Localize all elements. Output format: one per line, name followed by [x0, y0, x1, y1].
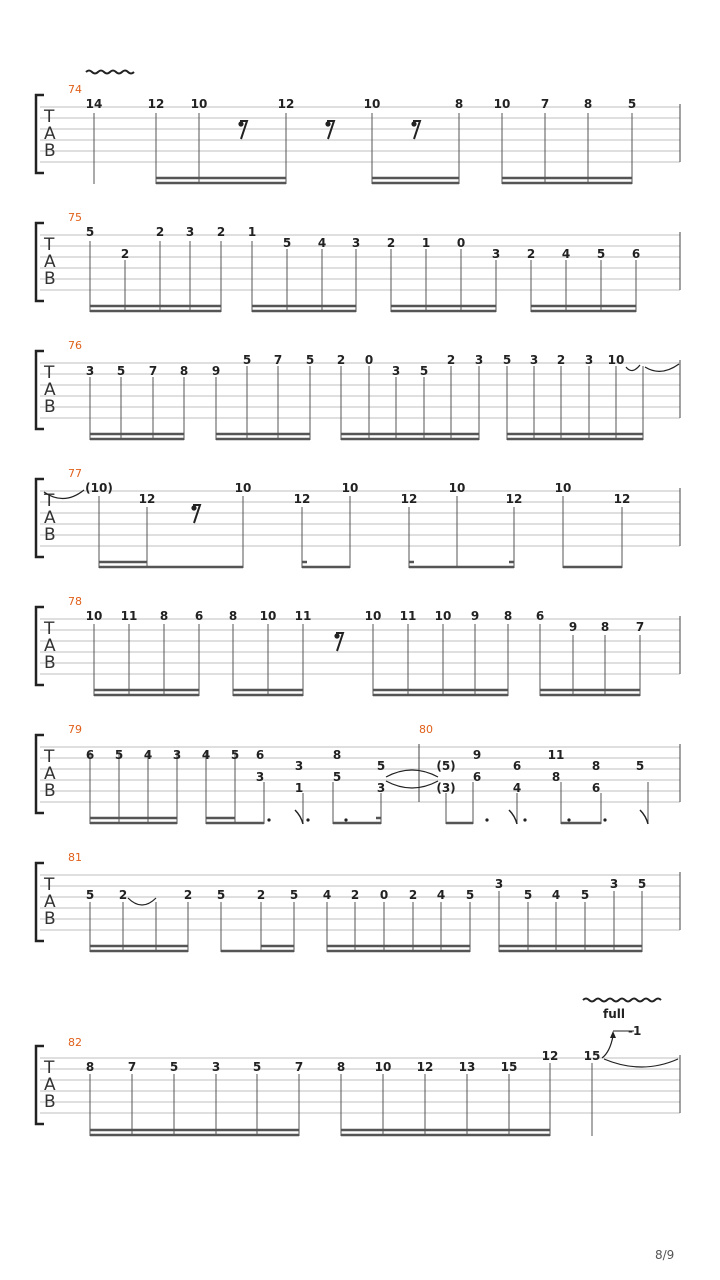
fret-number: (10): [85, 481, 113, 495]
tie-arc: [604, 1059, 678, 1067]
bend-label: full: [603, 1007, 625, 1021]
fret-number: 6: [472, 770, 482, 784]
fret-number: 9: [211, 364, 221, 378]
tie-arc: [386, 770, 438, 777]
fret-number: 5: [376, 759, 386, 773]
fret-number: 5: [289, 888, 299, 902]
fret-number: 10: [607, 353, 625, 367]
fret-number: 10: [85, 609, 103, 623]
fret-number: 6: [535, 609, 545, 623]
fret-number: 3: [529, 353, 539, 367]
tab-letter-t: T: [44, 107, 55, 127]
fret-number: 5: [282, 236, 292, 250]
measure-number: 76: [68, 339, 82, 352]
tab-letter-t: T: [44, 235, 55, 255]
fret-number: 15: [500, 1060, 518, 1074]
fret-number: 2: [120, 247, 130, 261]
tab-letter-a: A: [44, 380, 56, 400]
fret-number: 12: [613, 492, 631, 506]
tie-arc: [645, 364, 679, 371]
fret-number: 10: [374, 1060, 392, 1074]
fret-number: 5: [332, 770, 342, 784]
vibrato-symbol: [583, 999, 661, 1002]
tab-letter-b: B: [44, 653, 56, 673]
fret-number: 3: [584, 353, 594, 367]
fret-number: 5: [216, 888, 226, 902]
fret-number: 10: [493, 97, 511, 111]
fret-number: 12: [400, 492, 418, 506]
tab-letter-a: A: [44, 892, 56, 912]
fret-number: 2: [446, 353, 456, 367]
fret-number: 8: [332, 748, 342, 762]
fret-number: (3): [436, 781, 456, 795]
tab-letter-t: T: [44, 619, 55, 639]
fret-number: 5: [305, 353, 315, 367]
fret-number: 3: [211, 1060, 221, 1074]
tab-letter-b: B: [44, 781, 56, 801]
fret-number: 4: [512, 781, 522, 795]
fret-number: 2: [216, 225, 226, 239]
fret-number: 5: [419, 364, 429, 378]
fret-number: 3: [391, 364, 401, 378]
system-79-80: [36, 723, 680, 824]
fret-number: 6: [255, 748, 265, 762]
tab-letter-b: B: [44, 397, 56, 417]
fret-number: 12: [147, 97, 165, 111]
fret-number: 8: [336, 1060, 346, 1074]
measure-number: 75: [68, 211, 82, 224]
fret-number: 6: [194, 609, 204, 623]
measure-number: 77: [68, 467, 82, 480]
tie-arc: [626, 365, 640, 371]
bend-arrow-icon: [602, 1036, 613, 1058]
system-77: [36, 467, 680, 568]
fret-number: 10: [363, 97, 381, 111]
fret-number: 3: [185, 225, 195, 239]
fret-number: 5: [627, 97, 637, 111]
dots: [267, 818, 606, 821]
fret-number: 2: [155, 225, 165, 239]
measure-number: 80: [419, 723, 433, 736]
fret-number: 3: [294, 759, 304, 773]
system-74: [36, 71, 680, 185]
page-number: 8/9: [655, 1248, 675, 1262]
fret-number: 0: [364, 353, 374, 367]
fret-number: 12: [505, 492, 523, 506]
fret-number: 2: [386, 236, 396, 250]
tab-letter-t: T: [44, 363, 55, 383]
fret-number: 12: [293, 492, 311, 506]
fret-number: 11: [399, 609, 417, 623]
fret-number: 1: [421, 236, 431, 250]
fret-number: 5: [523, 888, 533, 902]
tie-arc: [386, 781, 438, 788]
fret-number: 3: [376, 781, 386, 795]
fret-number: 12: [541, 1049, 559, 1063]
fret-number: 2: [336, 353, 346, 367]
fret-number: 0: [456, 236, 466, 250]
fret-number: 8: [159, 609, 169, 623]
fret-number: 3: [494, 877, 504, 891]
system-81: [36, 851, 680, 952]
fret-number: 4: [317, 236, 327, 250]
fret-number: 11: [294, 609, 312, 623]
fret-number: 5: [169, 1060, 179, 1074]
fret-number: 2: [408, 888, 418, 902]
fret-number: 10: [341, 481, 359, 495]
fret-number: 5: [465, 888, 475, 902]
tie-arc: [128, 898, 156, 905]
fret-number: 5: [230, 748, 240, 762]
fret-number: 10: [448, 481, 466, 495]
fret-number: 4: [143, 748, 153, 762]
tab-letter-a: A: [44, 252, 56, 272]
rest-symbols: [239, 121, 420, 139]
fret-number: 4: [561, 247, 571, 261]
fret-number: 11: [547, 748, 565, 762]
fret-number: 5: [596, 247, 606, 261]
system-78: [36, 595, 680, 696]
fret-number: 12: [416, 1060, 434, 1074]
fret-number: 7: [148, 364, 158, 378]
fret-number: 8: [454, 97, 464, 111]
rest-symbols: [192, 505, 200, 523]
tab-letter-a: A: [44, 508, 56, 528]
measure-number: 74: [68, 83, 82, 96]
system-82: [36, 999, 680, 1137]
fret-number: 7: [273, 353, 283, 367]
fret-number: 3: [255, 770, 265, 784]
fret-number: 4: [551, 888, 561, 902]
fret-number: 8: [583, 97, 593, 111]
fret-number: 7: [294, 1060, 304, 1074]
fret-number: 9: [568, 620, 578, 634]
fret-number: 3: [491, 247, 501, 261]
tab-letter-b: B: [44, 141, 56, 161]
tab-letter-t: T: [44, 747, 55, 767]
fret-number: 5: [114, 748, 124, 762]
tab-letter-a: A: [44, 1075, 56, 1095]
fret-number: 12: [138, 492, 156, 506]
fret-number: 10: [190, 97, 208, 111]
fret-number: 2: [526, 247, 536, 261]
fret-number: 10: [259, 609, 277, 623]
fret-number: 12: [277, 97, 295, 111]
fret-number: 10: [434, 609, 452, 623]
fret-number: 6: [631, 247, 641, 261]
tab-letter-b: B: [44, 1092, 56, 1112]
tab-letter-a: A: [44, 636, 56, 656]
fret-number: 10: [554, 481, 572, 495]
tab-letter-t: T: [44, 875, 55, 895]
fret-number: 8: [591, 759, 601, 773]
fret-number: 2: [350, 888, 360, 902]
fret-number: 4: [436, 888, 446, 902]
fret-number: 14: [85, 97, 103, 111]
tab-letter-b: B: [44, 525, 56, 545]
vibrato-symbol: [86, 71, 134, 74]
measure-number: 81: [68, 851, 82, 864]
bend-release-label: -1: [628, 1024, 642, 1038]
fret-number: 7: [540, 97, 550, 111]
fret-number: 5: [252, 1060, 262, 1074]
measure-number: 79: [68, 723, 82, 736]
fret-number: 7: [635, 620, 645, 634]
fret-number: 6: [591, 781, 601, 795]
fret-number: 7: [127, 1060, 137, 1074]
fret-number: 3: [474, 353, 484, 367]
fret-number: 4: [201, 748, 211, 762]
fret-number: 5: [635, 759, 645, 773]
tab-letter-a: A: [44, 124, 56, 144]
tab-letter-a: A: [44, 764, 56, 784]
fret-number: 5: [116, 364, 126, 378]
tab-letter-b: B: [44, 909, 56, 929]
fret-number: 5: [637, 877, 647, 891]
fret-number: 5: [85, 888, 95, 902]
fret-number: 3: [85, 364, 95, 378]
fret-number: 8: [85, 1060, 95, 1074]
fret-number: 1: [294, 781, 304, 795]
fret-number: 8: [551, 770, 561, 784]
fret-number: 3: [172, 748, 182, 762]
fret-number: 3: [351, 236, 361, 250]
fret-number: 8: [179, 364, 189, 378]
system-75: [36, 211, 680, 312]
fret-number: 5: [85, 225, 95, 239]
fret-number: 0: [379, 888, 389, 902]
fret-number: 9: [470, 609, 480, 623]
fret-number: 8: [228, 609, 238, 623]
fret-number: 2: [556, 353, 566, 367]
tab-letter-b: B: [44, 269, 56, 289]
fret-number: 5: [580, 888, 590, 902]
fret-number: 2: [118, 888, 128, 902]
fret-number: 5: [242, 353, 252, 367]
fret-number: 6: [85, 748, 95, 762]
fret-number: 11: [120, 609, 138, 623]
measure-number: 82: [68, 1036, 82, 1049]
tab-letter-t: T: [44, 1058, 55, 1078]
tab-letter-t: T: [44, 491, 55, 511]
fret-number: 4: [322, 888, 332, 902]
fret-number: 13: [458, 1060, 476, 1074]
fret-number: 6: [512, 759, 522, 773]
fret-number: 2: [256, 888, 266, 902]
fret-number: 5: [502, 353, 512, 367]
fret-number: 3: [609, 877, 619, 891]
rest-symbols: [335, 633, 343, 651]
system-76: [36, 339, 680, 440]
fret-number: 8: [600, 620, 610, 634]
fret-number: (5): [436, 759, 456, 773]
fret-number: 9: [472, 748, 482, 762]
fret-number: 15: [583, 1049, 601, 1063]
fret-number: 10: [234, 481, 252, 495]
fret-number: 8: [503, 609, 513, 623]
fret-number: 2: [183, 888, 193, 902]
measure-number: 78: [68, 595, 82, 608]
fret-number: 1: [247, 225, 257, 239]
fret-number: 10: [364, 609, 382, 623]
